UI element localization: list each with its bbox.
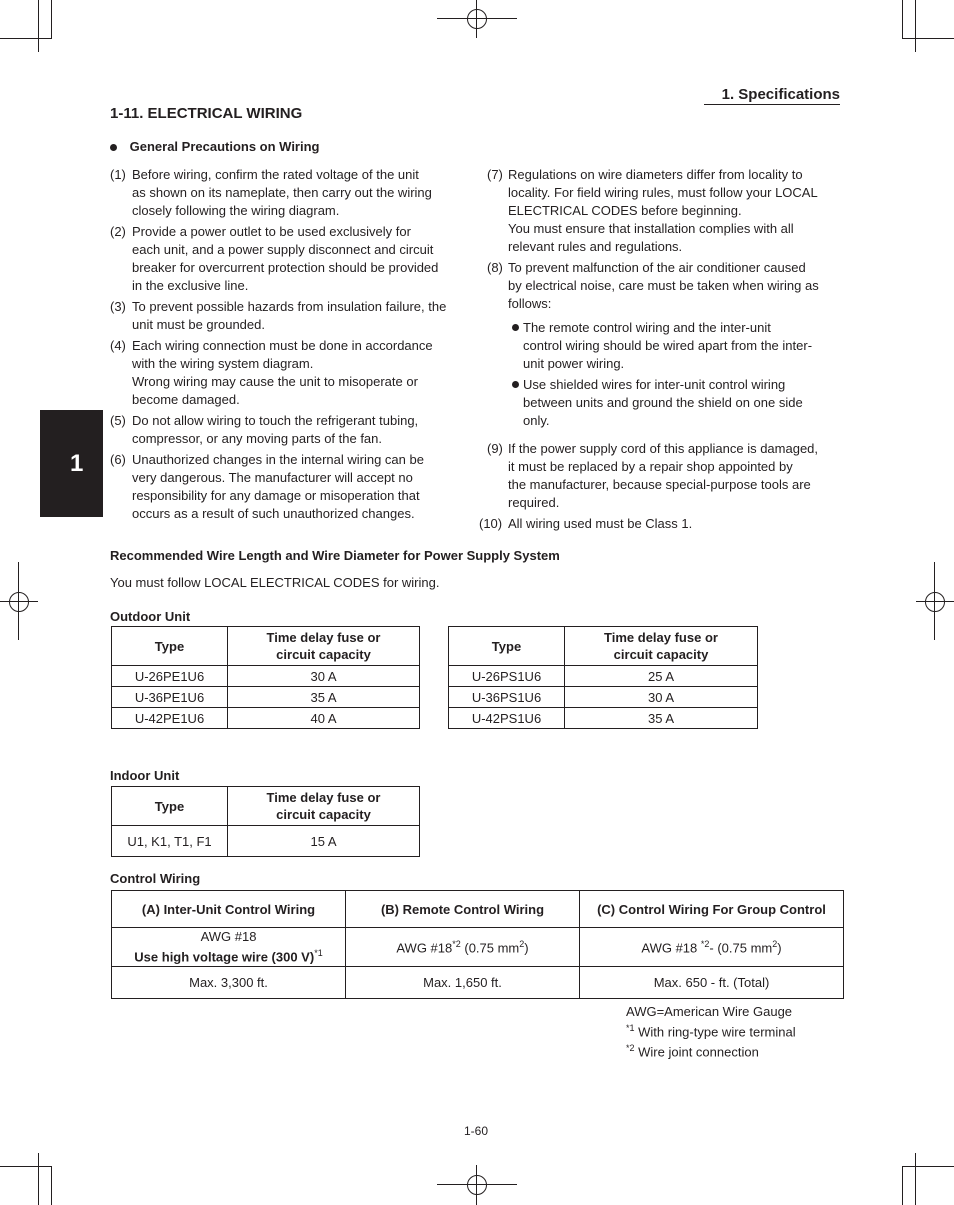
list-item-number: (2) xyxy=(110,224,126,239)
awg-note: AWG=American Wire Gauge xyxy=(626,1004,793,1019)
crop-mark xyxy=(902,0,903,38)
outdoor-table-ps xyxy=(448,626,758,729)
cell-b-text: AWG #18 xyxy=(396,940,453,956)
type-cell: U-36PS1U6 xyxy=(449,687,565,708)
list-item-number: (6) xyxy=(110,452,126,467)
table-header-row xyxy=(449,627,758,666)
list-item-number: (9) xyxy=(487,441,503,456)
col-fuse-line2: circuit capacity xyxy=(276,807,371,822)
list-item-line: responsibility for any damage or misoperation that xyxy=(132,488,420,503)
type-cell: U-26PS1U6 xyxy=(449,666,565,687)
registration-mark xyxy=(916,601,954,602)
table-row xyxy=(449,708,758,729)
registration-mark xyxy=(437,18,517,19)
list-item-line: breaker for overcurrent protection should be provided xyxy=(132,260,439,275)
cell-c-text: ) xyxy=(777,940,782,956)
cell-b-text: ) xyxy=(524,940,529,956)
list-item-line: Before wiring, confirm the rated voltage of the unit xyxy=(132,167,419,182)
col-type-header: Type xyxy=(449,627,565,666)
footnotes xyxy=(626,1003,796,1061)
list-item-line: become damaged. xyxy=(132,392,240,407)
type-cell: U-42PE1U6 xyxy=(112,708,228,729)
fuse-cell: 35 A xyxy=(565,708,758,729)
fuse-cell: 30 A xyxy=(565,687,758,708)
crop-mark xyxy=(38,1153,39,1205)
table-row xyxy=(112,708,420,729)
footnote-marker: *2 xyxy=(700,938,710,949)
table-row xyxy=(112,666,420,687)
superscript: 2 xyxy=(519,938,525,949)
registration-mark xyxy=(437,1184,517,1185)
crop-mark xyxy=(51,0,52,38)
crop-mark xyxy=(51,1166,52,1205)
col-fuse-header xyxy=(228,627,420,666)
fuse-cell: 30 A xyxy=(228,666,420,687)
cell-a-max: Max. 3,300 ft. xyxy=(112,967,346,999)
sub-bullet-line: between units and ground the shield on one side xyxy=(523,395,803,410)
bullet-icon xyxy=(512,324,519,331)
section-header: 1. Specifications xyxy=(721,86,840,103)
fuse-cell: 40 A xyxy=(228,708,420,729)
list-item-line: by electrical noise, care must be taken when wiring as xyxy=(508,278,819,293)
crop-mark xyxy=(902,1166,954,1167)
footnote-marker: *2 xyxy=(452,938,461,949)
chapter-tab xyxy=(40,410,103,517)
sub-bullet-line: only. xyxy=(523,413,550,428)
list-item-line: each unit, and a power supply disconnect and circuit xyxy=(132,242,434,257)
list-item-number: (4) xyxy=(110,338,126,353)
col-c-header: (C) Control Wiring For Group Control xyxy=(580,891,844,928)
sub-bullet-line: Use shielded wires for inter-unit control wiring xyxy=(523,377,786,392)
col-type-header: Type xyxy=(112,787,228,826)
bullet-icon xyxy=(110,144,117,151)
precautions-heading-text: General Precautions on Wiring xyxy=(129,139,320,154)
registration-mark xyxy=(934,562,935,640)
list-item-line: required. xyxy=(508,495,560,510)
registration-mark xyxy=(476,0,477,38)
list-item-line: as shown on its nameplate, then carry out the wiring xyxy=(132,185,432,200)
registration-mark xyxy=(467,9,487,29)
table-header-row xyxy=(112,891,844,928)
crop-mark xyxy=(915,1153,916,1205)
list-item-line: occurs as a result of such unauthorized changes. xyxy=(132,506,415,521)
type-cell: U1, K1, T1, F1 xyxy=(112,826,228,857)
list-item-line: Provide a power outlet to be used exclusively for xyxy=(132,224,411,239)
col-fuse-header xyxy=(228,787,420,826)
footnote-2 xyxy=(626,1040,796,1060)
list-item-line: closely following the wiring diagram. xyxy=(132,203,340,218)
cell-c-max: Max. 650 - ft. (Total) xyxy=(580,967,844,999)
col-type-header: Type xyxy=(112,627,228,666)
cell-c-text: - (0.75 mm xyxy=(709,940,773,956)
col-fuse-line1: Time delay fuse or xyxy=(266,630,381,645)
list-item-number: (1) xyxy=(110,167,126,182)
list-item-line: with the wiring system diagram. xyxy=(132,356,314,371)
list-item-line: Do not allow wiring to touch the refrigerant tubing, xyxy=(132,413,419,428)
list-item-line: the manufacturer, because special-purpose tools are xyxy=(508,477,811,492)
recommended-heading: Recommended Wire Length and Wire Diameter for Power Supply System xyxy=(110,548,560,563)
crop-mark xyxy=(0,1166,52,1167)
col-fuse-line2: circuit capacity xyxy=(613,647,709,662)
list-item-line: in the exclusive line. xyxy=(132,278,249,293)
footnote-text: Wire joint connection xyxy=(634,1044,759,1060)
crop-mark xyxy=(38,0,39,52)
fuse-cell: 25 A xyxy=(565,666,758,687)
header-underline xyxy=(704,104,840,105)
sub-bullet-line: unit power wiring. xyxy=(523,356,625,371)
superscript: 2 xyxy=(772,938,778,949)
list-item-number: (3) xyxy=(110,299,126,314)
registration-mark xyxy=(9,592,29,612)
control-wiring-label: Control Wiring xyxy=(110,871,201,886)
footnote-marker: *2 xyxy=(626,1043,635,1054)
list-item-line: To prevent malfunction of the air conditioner caused xyxy=(508,260,806,275)
chapter-tab-number: 1 xyxy=(70,450,84,477)
table-row xyxy=(112,687,420,708)
type-cell: U-42PS1U6 xyxy=(449,708,565,729)
list-item-line: You must ensure that installation complies with all xyxy=(508,221,794,236)
col-fuse-line1: Time delay fuse or xyxy=(266,790,381,805)
type-cell: U-26PE1U6 xyxy=(112,666,228,687)
fuse-cell: 35 A xyxy=(228,687,420,708)
table-header-row xyxy=(112,787,420,826)
col-fuse-header xyxy=(565,627,758,666)
page-number: 1-60 xyxy=(464,1124,489,1138)
list-item-line: ELECTRICAL CODES before beginning. xyxy=(508,203,742,218)
bullet-icon xyxy=(512,381,519,388)
table-header-row xyxy=(112,627,420,666)
table-row xyxy=(449,687,758,708)
list-item-line: All wiring used must be Class 1. xyxy=(508,516,693,531)
cell-c-gauge xyxy=(580,928,844,967)
list-item-line: it must be replaced by a repair shop appointed by xyxy=(508,459,793,474)
cell-b-gauge xyxy=(346,928,580,967)
list-item-number: (5) xyxy=(110,413,126,428)
list-item-line: Regulations on wire diameters differ from locality to xyxy=(508,167,803,182)
sub-bullet-line: control wiring should be wired apart from the inter- xyxy=(523,338,813,353)
sub-bullet-line: The remote control wiring and the inter-unit xyxy=(523,320,771,335)
col-fuse-line1: Time delay fuse or xyxy=(604,630,718,645)
list-item-number: (7) xyxy=(487,167,503,182)
footnote-1 xyxy=(626,1020,796,1040)
col-fuse-line2: circuit capacity xyxy=(276,647,371,662)
list-item-line: If the power supply cord of this appliance is damaged, xyxy=(508,441,819,456)
registration-mark xyxy=(467,1175,487,1195)
indoor-unit-label: Indoor Unit xyxy=(110,768,180,783)
list-item-line: Wrong wiring may cause the unit to misoperate or xyxy=(132,374,418,389)
list-item-number: (10) xyxy=(479,516,503,531)
control-wiring-table xyxy=(111,890,844,999)
precautions-heading xyxy=(110,139,320,154)
cell-a-line1: AWG #18 xyxy=(200,929,257,945)
footnote-marker: *1 xyxy=(626,1023,635,1033)
list-item-line: Unauthorized changes in the internal wiring can be xyxy=(132,452,424,467)
list-item-line: locality. For field wiring rules, must follow your LOCAL xyxy=(508,185,818,200)
registration-mark xyxy=(18,562,19,640)
recommended-note: You must follow LOCAL ELECTRICAL CODES for wiring. xyxy=(110,575,440,590)
table-row xyxy=(112,928,844,967)
cell-b-max: Max. 1,650 ft. xyxy=(346,967,580,999)
crop-mark xyxy=(902,1166,903,1205)
col-a-header: (A) Inter-Unit Control Wiring xyxy=(112,891,346,928)
crop-mark xyxy=(0,38,52,39)
crop-mark xyxy=(902,38,954,39)
cell-b-text: (0.75 mm xyxy=(460,940,520,956)
col-b-header: (B) Remote Control Wiring xyxy=(346,891,580,928)
cell-a-line2: Use high voltage wire (300 V) xyxy=(134,949,315,965)
crop-mark xyxy=(915,0,916,52)
list-item-line: relevant rules and regulations. xyxy=(508,239,683,254)
outdoor-unit-label: Outdoor Unit xyxy=(110,609,191,624)
outdoor-table-pe xyxy=(111,626,420,729)
page-title: 1-11. ELECTRICAL WIRING xyxy=(110,105,303,122)
type-cell: U-36PE1U6 xyxy=(112,687,228,708)
footnote-text: With ring-type wire terminal xyxy=(634,1024,796,1040)
list-item-line: compressor, or any moving parts of the fan. xyxy=(132,431,383,446)
list-item-line: follows: xyxy=(508,296,552,311)
cell-a-gauge xyxy=(112,928,346,967)
table-row xyxy=(112,826,420,857)
registration-mark xyxy=(476,1165,477,1205)
registration-mark xyxy=(0,601,38,602)
footnote-marker: *1 xyxy=(314,948,323,959)
list-item-line: very dangerous. The manufacturer will accept no xyxy=(132,470,413,485)
cell-c-text: AWG #18 xyxy=(641,940,701,956)
list-item-line: To prevent possible hazards from insulation failure, the xyxy=(132,299,447,314)
table-row xyxy=(449,666,758,687)
indoor-table xyxy=(111,786,420,857)
fuse-cell: 15 A xyxy=(228,826,420,857)
table-row xyxy=(112,967,844,999)
list-item-line: unit must be grounded. xyxy=(132,317,265,332)
list-item-number: (8) xyxy=(487,260,503,275)
registration-mark xyxy=(925,592,945,612)
list-item-line: Each wiring connection must be done in accordance xyxy=(132,338,433,353)
